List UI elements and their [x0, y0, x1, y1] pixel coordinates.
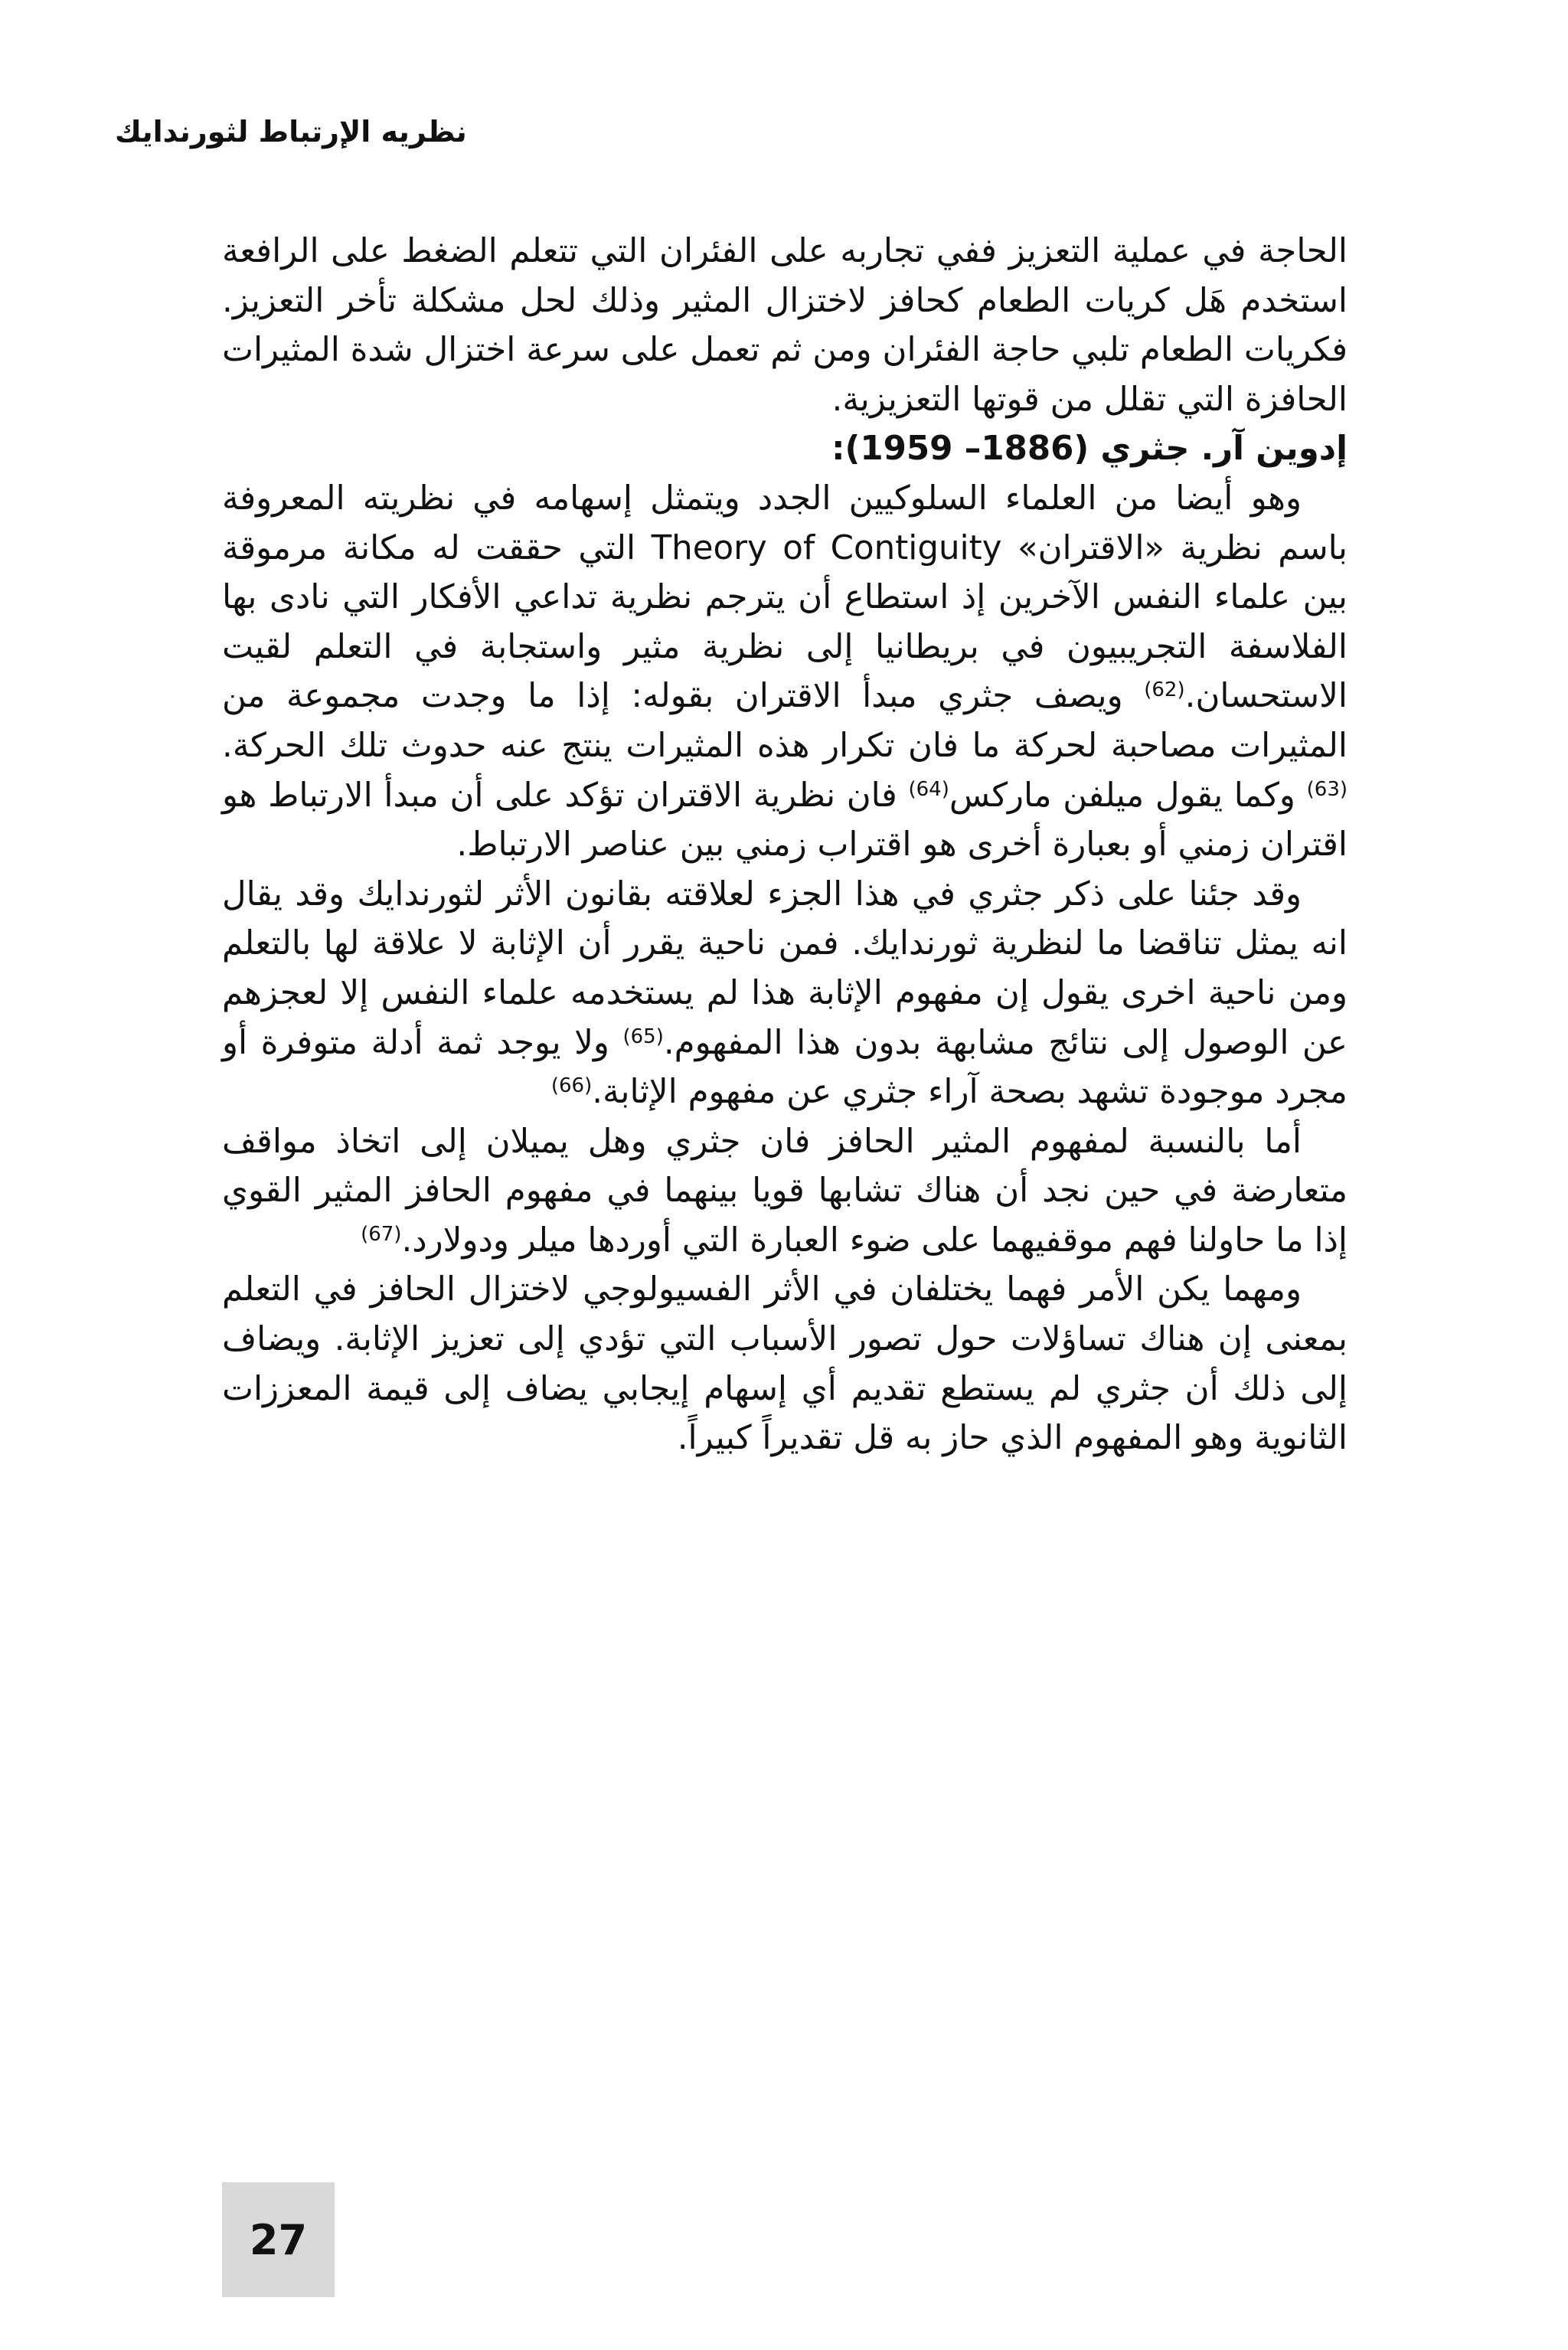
running-header: نظريه الإرتباط لثورندايك [115, 115, 467, 149]
footnote-ref-67: (67) [361, 1222, 402, 1246]
section-heading-guthrie: إدوين آر. جثري (1886– 1959): [831, 430, 1348, 469]
page-number: 27 [249, 2215, 308, 2264]
paragraph-2-part-d: وكما يقول ميلفن ماركس [949, 776, 1295, 815]
paragraph-4-part-a: أما بالنسبة لمفهوم المثير الحافز فان جثري وهل يميلان إلى اتخاذ مواقف متعارضة في حين نجد أن هناك تشابها قويا بينهما في مفهوم الحافز المثير القوي إذا ما حاولنا فهم موقفيهما على ضوء العبارة التي أوردها ميلر ودولارد. [222, 1122, 1348, 1260]
paragraph-2-part-e: فان نظرية الاقتران تؤكد على أن مبدأ الارتباط هو اقتران زمني أو بعبارة أخرى هو اقتراب زمني بين عناصر الارتباط. [222, 776, 1348, 864]
body-text [222, 227, 1348, 1463]
english-term: Theory of Contiguity [651, 528, 1002, 567]
paragraph-3-part-a: وقد جئنا على ذكر جثري في هذا الجزء لعلاقته بقانون الأثر لثورندايك وقد يقال انه يمثل تناقضا ما لنظرية ثورندايك. فمن ناحية يقرر أن الإثابة لا علاقة لها بالتعلم ومن ناحية اخرى يقول إن مفهوم الإثابة هذا لم يستخدمه علماء النفس إلا لعجزهم عن الوصول إلى نتائج مشابهة بدون هذا المفهوم. [222, 874, 1348, 1062]
paragraph-2-part-c: ويصف جثري مبدأ الاقتران بقوله: إذا ما وجدت مجموعة من المثيرات مصاحبة لحركة ما فان تكرار هذه المثيرات ينتج عنه حدوث تلك الحركة. [222, 677, 1348, 765]
paragraph-2 [222, 474, 1348, 870]
footnote-ref-64: (64) [908, 777, 949, 801]
footnote-ref-62: (62) [1144, 678, 1185, 702]
paragraph-2-part-a: وهو أيضا من العلماء السلوكيين الجدد ويتمثل إسهامه في نظريته المعروفة باسم نظرية «الاقتران» [222, 479, 1348, 567]
footnote-ref-65: (65) [622, 1025, 664, 1048]
paragraph-4 [222, 1117, 1348, 1266]
footnote-ref-66: (66) [550, 1074, 593, 1098]
paragraph-2-part-b: التي حققت له مكانة مرموقة بين علماء النفس الآخرين إذ استطاع أن يترجم نظرية تداعي الأفكار التي نادى بها الفلاسفة التجريبيون في بريطانيا إلى نظرية مثير واستجابة في التعلم لقيت الاستحسان. [222, 528, 1348, 716]
paragraph-5: ومهما يكن الأمر فهما يختلفان في الأثر الفسيولوجي لاختزال الحافز في التعلم بمعنى إن هناك تساؤلات حول تصور الأسباب التي تؤدي إلى تعزيز الإثابة. ويضاف إلى ذلك أن جثري لم يستطع تقديم أي إسهام إيجابي يضاف إلى قيمة المعززات الثانوية وهو المفهوم الذي حاز به قل تقديراً كبيراً. [222, 1270, 1348, 1458]
page-number-box [222, 2182, 335, 2297]
paragraph-3 [222, 870, 1348, 1117]
paragraph-3-part-b: ولا يوجد ثمة أدلة متوفرة أو مجرد موجودة تشهد بصحة آراء جثري عن مفهوم الإثابة. [222, 1023, 1348, 1112]
paragraph-1: الحاجة في عملية التعزيز ففي تجاربه على الفئران التي تتعلم الضغط على الرافعة استخدم هَل كريات الطعام كحافز لاختزال المثير وذلك لحل مشكلة تأخر التعزيز. فكريات الطعام تلبي حاجة الفئران ومن ثم تعمل على سرعة اختزال شدة المثيرات الحافزة التي تقلل من قوتها التعزيزية. [222, 232, 1348, 419]
footnote-ref-63: (63) [1306, 777, 1348, 801]
